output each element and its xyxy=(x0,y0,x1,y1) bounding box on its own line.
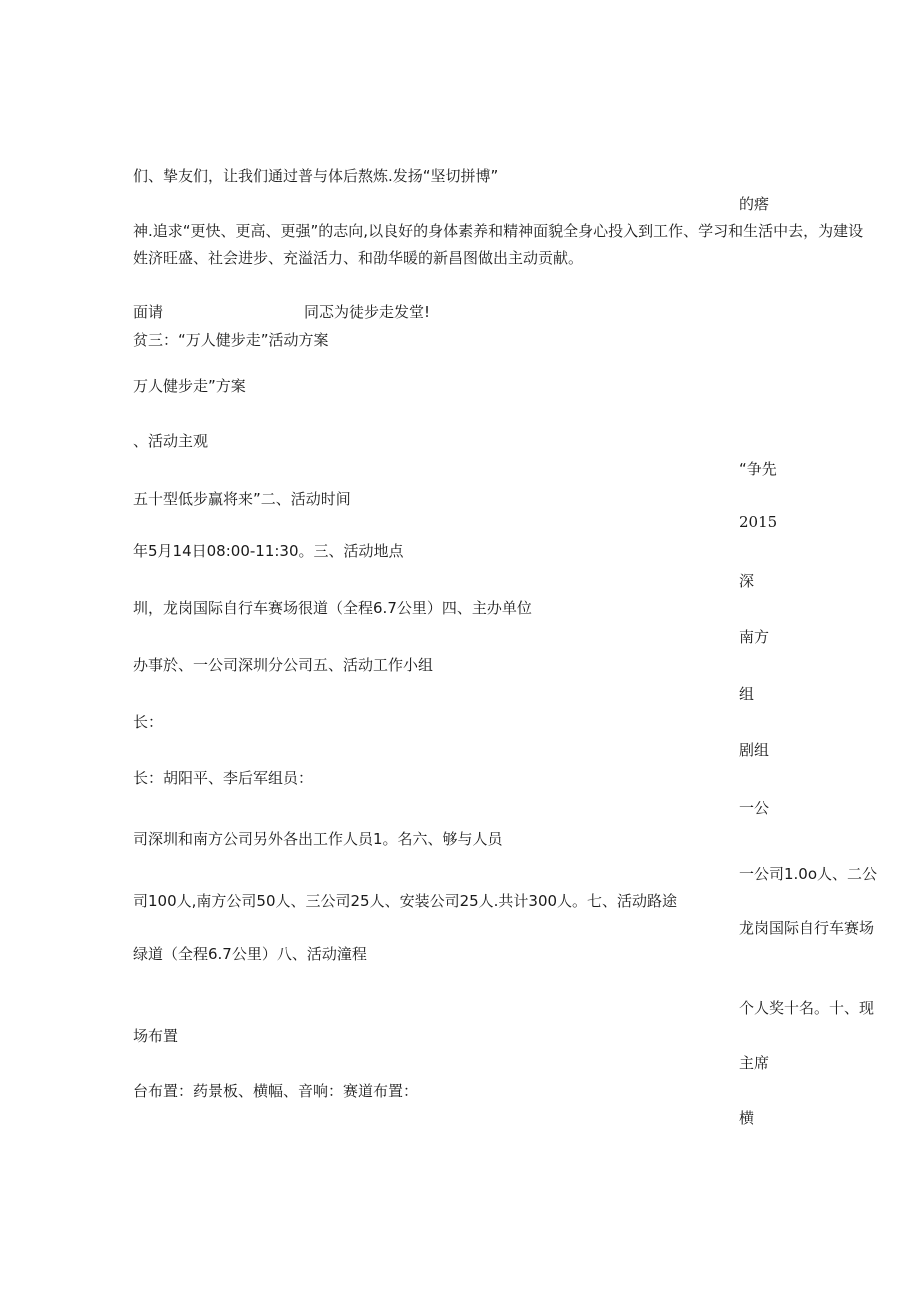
body-line: 司深圳和南方公司另外各出工作人员1。名六、够与人员 xyxy=(133,830,503,848)
body-line-right: 2015 xyxy=(739,513,778,531)
body-line-right: 横 xyxy=(739,1109,755,1127)
body-line: 办事於、一公司深圳分公司五、活动工作小组 xyxy=(133,656,434,674)
body-line-right: 一公司1.0o人、二公 xyxy=(739,865,878,883)
body-line: 们、挚友们，让我们通过普与体后熬炼.发扬“坚切拼博” xyxy=(133,167,499,185)
body-line-right: 个人奖十名。十、现 xyxy=(739,999,875,1017)
body-line-right: 南方 xyxy=(739,628,770,646)
body-line: 场布置 xyxy=(133,1027,179,1045)
body-line: 圳，龙岗国际自行车赛场很道（全程6.7公里）四、主办单位 xyxy=(133,599,532,617)
body-line: 五十型低步赢将来”二、活动时间 xyxy=(133,490,351,508)
body-line: 长： xyxy=(133,713,164,731)
body-line: 长：胡阳平、李后军组员： xyxy=(133,769,314,787)
body-line-right: 组 xyxy=(739,685,755,703)
body-line-right: 剧组 xyxy=(739,741,770,759)
section-title: 万人健步走”方案 xyxy=(133,377,246,395)
body-line: 司100人,南方公司50人、三公司25人、安装公司25人.共计300人。七、活动路途 xyxy=(133,892,678,910)
body-line: 姓济旺盛、社会进步、充溢活力、和劭华暖的新昌图做出主动贡献。 xyxy=(133,249,584,267)
body-line-right: 的瘩 xyxy=(739,195,770,213)
section-heading: 贫三：“万人健步走”活动方案 xyxy=(133,331,329,349)
body-line: 神.追求“更快、更高、更强”的志向,以良好的身体素养和精神面貌全身心投入到工作、学习和生活中去，为建设 xyxy=(133,222,864,240)
body-line: 面请 xyxy=(133,303,164,321)
body-line: 、活动主观 xyxy=(133,432,209,450)
body-line: 年5月14日08:00-11:30。三、活动地点 xyxy=(133,542,404,560)
body-line: 绿道（全程6.7公里）八、活动潼程 xyxy=(133,945,367,963)
body-line-right: 龙岗国际自行车赛场 xyxy=(739,919,875,937)
body-line-right: “争先 xyxy=(739,460,777,478)
body-line-right: 一公 xyxy=(739,799,770,817)
body-line-right: 主席 xyxy=(739,1054,770,1072)
body-line-right: 深 xyxy=(739,572,755,590)
body-line: 同忑为徒步走发堂! xyxy=(304,303,431,321)
body-line: 台布置：药景板、横幅、音响：赛道布置： xyxy=(133,1082,419,1100)
